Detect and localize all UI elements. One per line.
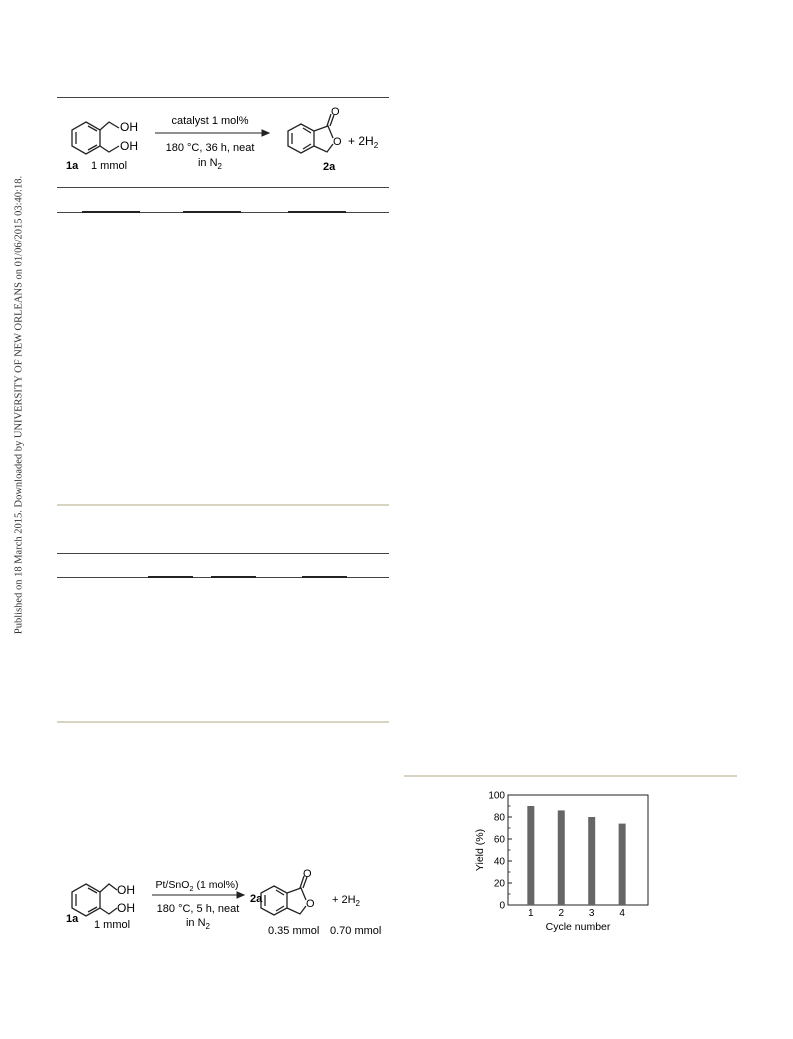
product-structure	[288, 114, 334, 153]
oh-bottom-label: OH	[117, 901, 135, 915]
table1-header-rule	[57, 187, 389, 188]
oh-bottom-label: OH	[120, 139, 138, 153]
x-axis-label: Cycle number	[545, 921, 611, 933]
reaction-arrow	[155, 130, 269, 136]
ring-oxygen: O	[333, 136, 342, 148]
oh-top-label: OH	[120, 120, 138, 134]
table2-column-group-rule-1	[148, 576, 193, 578]
publication-sidebar	[12, 170, 26, 640]
product-structure	[261, 876, 307, 915]
x-tick-label: 2	[558, 908, 565, 919]
substrate-amount: 1 mmol	[91, 160, 128, 172]
table1-column-group-rule-1	[82, 211, 140, 213]
conditions-line-2: in $N_2$	[197, 157, 223, 171]
reaction-scheme-2	[57, 866, 397, 946]
figure-top-rule	[404, 775, 737, 777]
bar-cycle-3	[588, 817, 595, 905]
y-tick-label: 40	[493, 856, 505, 868]
bar-cycle-4	[619, 824, 626, 905]
substrate-label: 1a	[66, 160, 79, 172]
table1-top-rule	[57, 97, 389, 98]
ring-oxygen: O	[306, 898, 315, 910]
byproduct-amount: 0.70 mmol	[330, 925, 382, 937]
table2-column-group-rule-3	[302, 576, 347, 578]
conditions-line-1: 180 °C, 36 h, neat	[165, 142, 255, 154]
table1-column-group-rule-3	[288, 211, 346, 213]
table1-bottom-rule	[57, 504, 389, 506]
byproduct-h2: + $2H_2$	[348, 134, 379, 150]
reaction-scheme-1	[57, 100, 393, 186]
substrate-benzene-ring	[72, 884, 117, 916]
table1-column-group-rule-2	[183, 211, 241, 213]
y-tick-label: 20	[493, 878, 505, 890]
conditions-line-2: in $N_2$	[185, 917, 211, 931]
y-tick-label: 60	[493, 834, 505, 846]
reaction-arrow	[152, 892, 244, 898]
product-amount: 0.35 mmol	[268, 925, 320, 937]
table2-bottom-rule	[57, 721, 389, 723]
table2-column-group-rule-2	[211, 576, 256, 578]
product-label: 2a	[250, 893, 263, 905]
table2-top-rule	[57, 553, 389, 554]
bar-cycle-2	[558, 810, 565, 905]
carbonyl-oxygen: O	[303, 868, 312, 880]
product-label: 2a	[323, 161, 336, 173]
carbonyl-oxygen: O	[331, 106, 340, 118]
y-tick-label: 0	[499, 900, 505, 912]
conditions-above: Pt/SnO$_2$ (1 mol%)	[155, 879, 239, 893]
substrate-label: 1a	[66, 913, 79, 925]
y-tick-label: 80	[493, 812, 505, 824]
conditions-above: catalyst 1 mol%	[171, 115, 249, 127]
bar-cycle-1	[527, 806, 534, 905]
substrate-amount: 1 mmol	[94, 919, 131, 931]
publication-notice: Published on 18 March 2015. Downloaded by UNIVERSITY OF NEW ORLEANS on 01/06/2015 03:40:18.	[13, 175, 25, 635]
x-tick-label: 4	[619, 908, 625, 919]
yield-bar-chart	[470, 785, 670, 935]
x-tick-label: 3	[588, 908, 595, 919]
byproduct-h2: + $2H_2$	[332, 894, 360, 908]
x-tick-label: 1	[528, 908, 534, 919]
substrate-benzene-ring	[72, 122, 119, 154]
oh-top-label: OH	[117, 883, 135, 897]
y-tick-label: 100	[488, 790, 505, 802]
conditions-line-1: 180 °C, 5 h, neat	[156, 903, 240, 915]
y-axis-label: Yield (%)	[474, 828, 486, 872]
